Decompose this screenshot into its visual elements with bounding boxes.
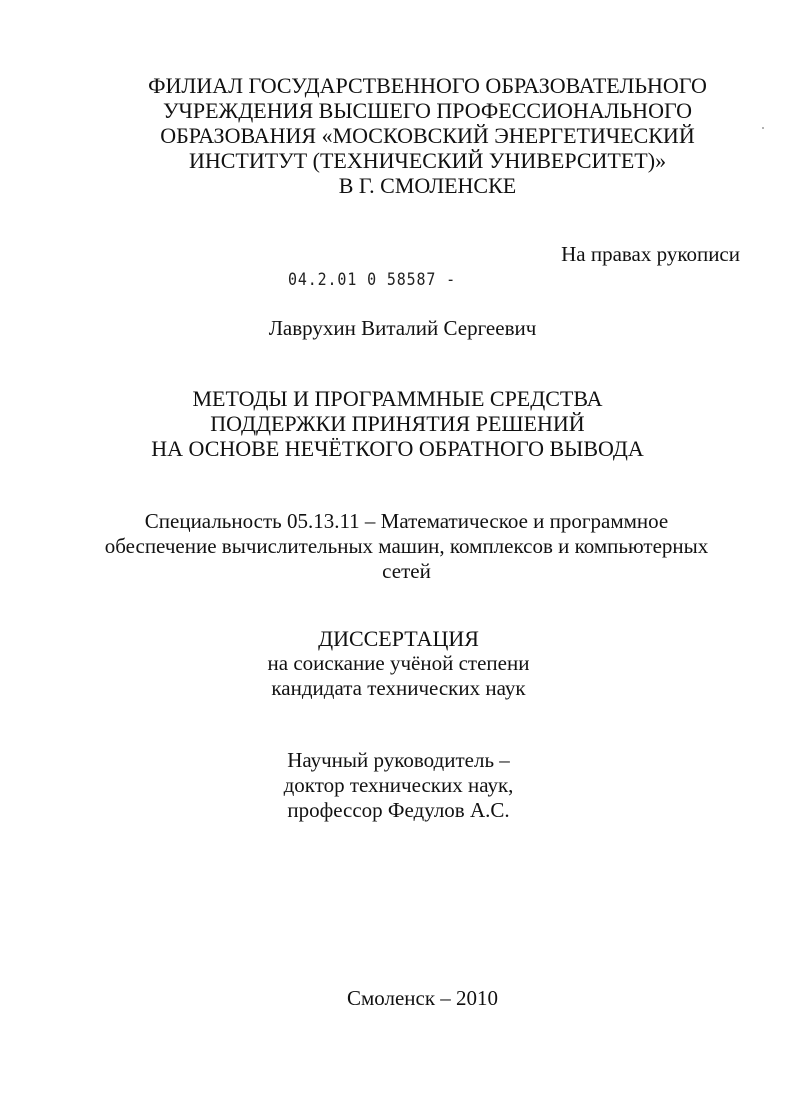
specialty-line: сетей: [382, 559, 431, 583]
institution-line: ОБРАЗОВАНИЯ «МОСКОВСКИЙ ЭНЕРГЕТИЧЕСКИЙ: [160, 123, 695, 148]
title-line: ПОДДЕРЖКИ ПРИНЯТИЯ РЕШЕНИЙ: [210, 411, 585, 436]
institution-line: ФИЛИАЛ ГОСУДАРСТВЕННОГО ОБРАЗОВАТЕЛЬНОГО: [148, 73, 707, 98]
specialty-description: [0, 509, 795, 584]
dissertation-title: [0, 386, 795, 461]
manuscript-note: На правах рукописи: [561, 242, 740, 266]
dissertation-heading: ДИССЕРТАЦИЯ: [318, 626, 479, 651]
specialty-line: обеспечение вычислительных машин, комплексов и компьютерных: [104, 534, 709, 558]
advisor-line: доктор технических наук,: [283, 773, 514, 797]
institution-line: ИНСТИТУТ (ТЕХНИЧЕСКИЙ УНИВЕРСИТЕТ)»: [188, 148, 667, 173]
title-line: МЕТОДЫ И ПРОГРАММНЫЕ СРЕДСТВА: [192, 386, 603, 411]
scientific-advisor: [0, 748, 795, 823]
scan-speck: [762, 127, 764, 129]
institution-line: В Г. СМОЛЕНСКЕ: [338, 173, 517, 198]
advisor-line: Научный руководитель –: [287, 748, 510, 772]
advisor-line: профессор Федулов А.С.: [287, 798, 510, 822]
title-line: НА ОСНОВЕ НЕЧЁТКОГО ОБРАТНОГО ВЫВОДА: [151, 436, 644, 461]
specialty-line: Специальность 05.13.11 – Математическое и программное: [144, 509, 669, 533]
institution-header: [30, 73, 795, 198]
institution-line: УЧРЕЖДЕНИЯ ВЫСШЕГО ПРОФЕССИОНАЛЬНОГО: [162, 98, 693, 123]
author-name: Лаврухин Виталий Сергеевич: [268, 316, 537, 340]
degree-line: на соискание учёной степени: [267, 651, 530, 675]
registration-number-stamp: 04.2.01 0 58587 -: [288, 270, 457, 290]
degree-statement: [0, 626, 795, 701]
degree-line: кандидата технических наук: [271, 676, 526, 700]
city-year: Смоленск – 2010: [346, 986, 499, 1010]
